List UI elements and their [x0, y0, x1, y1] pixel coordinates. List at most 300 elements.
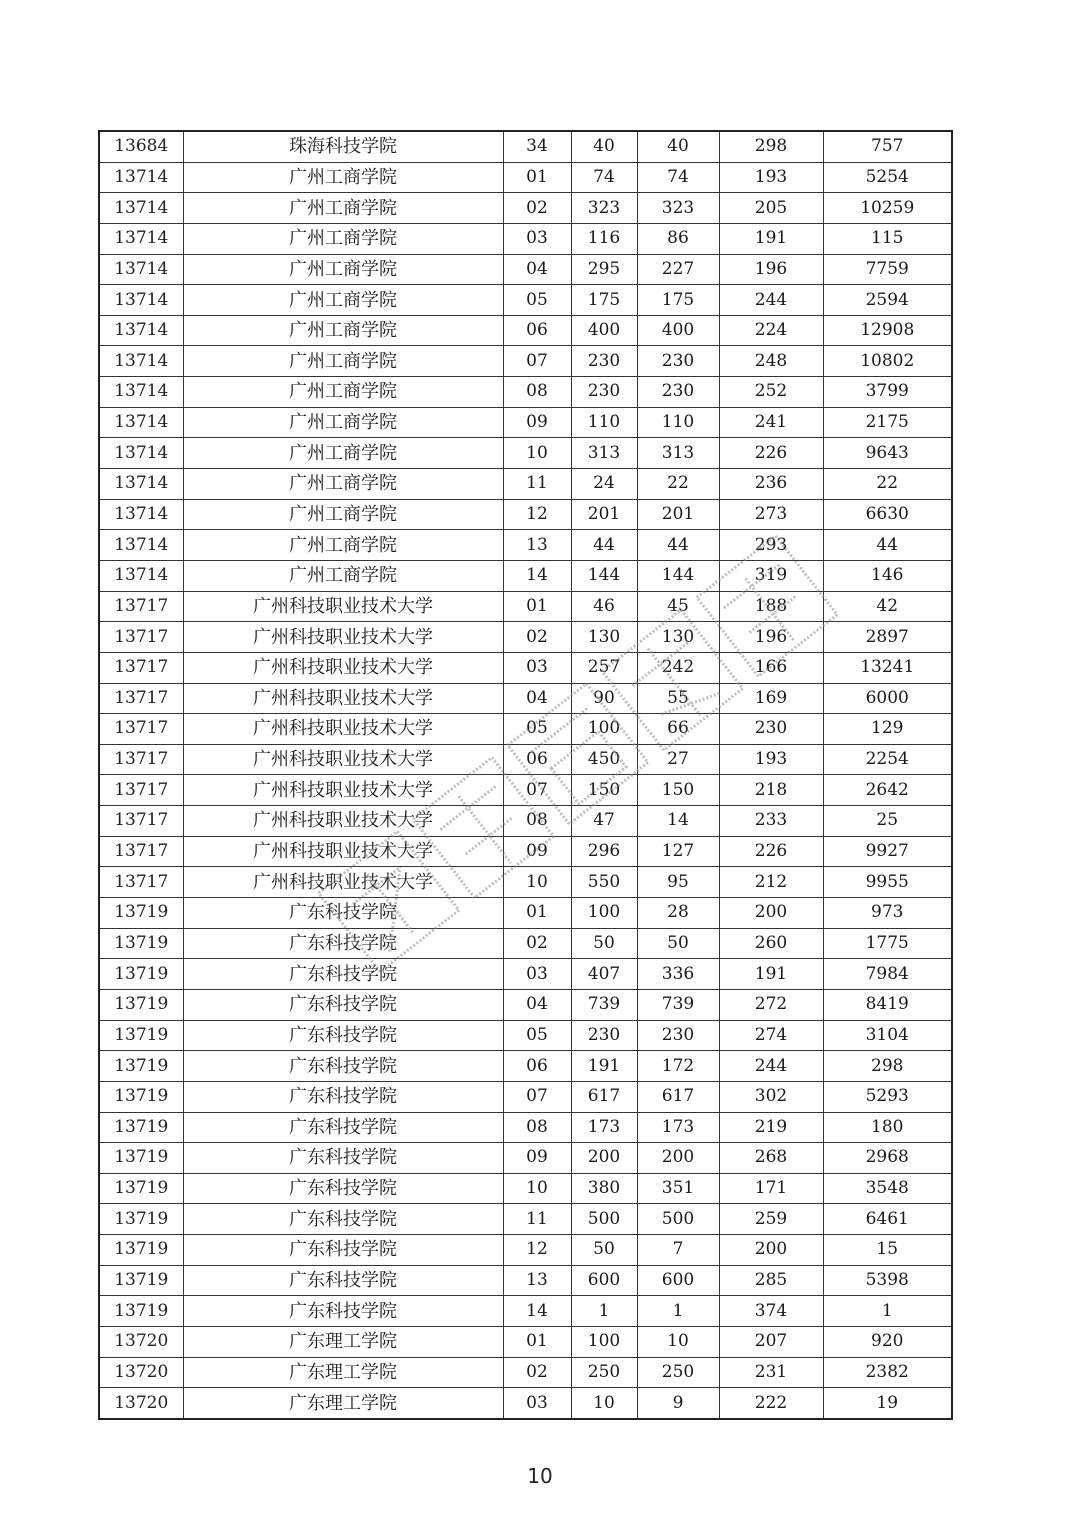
- plan-count-cell: 90: [571, 683, 637, 714]
- school-code-cell: 13719: [99, 898, 183, 929]
- school-name-cell: 广东理工学院: [183, 1357, 503, 1388]
- page-number: 10: [527, 1464, 553, 1488]
- plan-count-cell: 74: [571, 162, 637, 193]
- min-rank-cell: 9927: [823, 836, 952, 867]
- school-name-cell: 广州工商学院: [183, 407, 503, 438]
- school-code-cell: 13719: [99, 959, 183, 990]
- plan-count-cell: 116: [571, 223, 637, 254]
- min-rank-cell: 42: [823, 591, 952, 622]
- school-name-cell: 广州工商学院: [183, 254, 503, 285]
- school-name-cell: 广州科技职业技术大学: [183, 867, 503, 898]
- school-code-cell: 13720: [99, 1388, 183, 1419]
- min-score-cell: 191: [719, 959, 823, 990]
- plan-count-cell: 450: [571, 744, 637, 775]
- group-code-cell: 13: [503, 530, 571, 561]
- school-code-cell: 13717: [99, 867, 183, 898]
- min-rank-cell: 2897: [823, 622, 952, 653]
- school-name-cell: 广州工商学院: [183, 285, 503, 316]
- min-rank-cell: 10259: [823, 193, 952, 224]
- group-code-cell: 12: [503, 1235, 571, 1266]
- school-code-cell: 13684: [99, 131, 183, 162]
- school-code-cell: 13714: [99, 377, 183, 408]
- plan-count-cell: 313: [571, 438, 637, 469]
- school-name-cell: 广东科技学院: [183, 959, 503, 990]
- min-score-cell: 248: [719, 346, 823, 377]
- min-score-cell: 171: [719, 1173, 823, 1204]
- school-name-cell: 广州科技职业技术大学: [183, 591, 503, 622]
- school-code-cell: 13719: [99, 1112, 183, 1143]
- table-row: [99, 530, 952, 561]
- min-score-cell: 241: [719, 407, 823, 438]
- school-name-cell: 广州科技职业技术大学: [183, 714, 503, 745]
- table-row: [99, 959, 952, 990]
- school-name-cell: 广东科技学院: [183, 1112, 503, 1143]
- school-name-cell: 广州工商学院: [183, 469, 503, 500]
- group-code-cell: 07: [503, 775, 571, 806]
- group-code-cell: 34: [503, 131, 571, 162]
- school-name-cell: 广州科技职业技术大学: [183, 683, 503, 714]
- table-row: [99, 469, 952, 500]
- min-score-cell: 298: [719, 131, 823, 162]
- plan-count-cell: 47: [571, 806, 637, 837]
- admitted-count-cell: 600: [637, 1265, 719, 1296]
- table-row: [99, 1388, 952, 1419]
- min-rank-cell: 44: [823, 530, 952, 561]
- min-rank-cell: 6630: [823, 499, 952, 530]
- school-code-cell: 13717: [99, 591, 183, 622]
- admitted-count-cell: 500: [637, 1204, 719, 1235]
- table-row: [99, 1204, 952, 1235]
- school-code-cell: 13719: [99, 1051, 183, 1082]
- school-name-cell: 广东科技学院: [183, 1296, 503, 1327]
- plan-count-cell: 550: [571, 867, 637, 898]
- school-name-cell: 广州工商学院: [183, 193, 503, 224]
- min-score-cell: 226: [719, 438, 823, 469]
- school-code-cell: 13714: [99, 346, 183, 377]
- min-rank-cell: 920: [823, 1326, 952, 1357]
- min-rank-cell: 3104: [823, 1020, 952, 1051]
- school-name-cell: 广州科技职业技术大学: [183, 744, 503, 775]
- school-name-cell: 广州工商学院: [183, 315, 503, 346]
- group-code-cell: 11: [503, 469, 571, 500]
- school-code-cell: 13717: [99, 622, 183, 653]
- min-rank-cell: 9955: [823, 867, 952, 898]
- min-score-cell: 231: [719, 1357, 823, 1388]
- min-rank-cell: 25: [823, 806, 952, 837]
- min-rank-cell: 2382: [823, 1357, 952, 1388]
- table-row: [99, 622, 952, 653]
- min-score-cell: 319: [719, 560, 823, 591]
- min-score-cell: 302: [719, 1081, 823, 1112]
- school-code-cell: 13719: [99, 989, 183, 1020]
- admitted-count-cell: 150: [637, 775, 719, 806]
- admitted-count-cell: 66: [637, 714, 719, 745]
- plan-count-cell: 50: [571, 928, 637, 959]
- plan-count-cell: 130: [571, 622, 637, 653]
- admitted-count-cell: 28: [637, 898, 719, 929]
- table-row: [99, 438, 952, 469]
- min-score-cell: 274: [719, 1020, 823, 1051]
- plan-count-cell: 150: [571, 775, 637, 806]
- table-row: [99, 193, 952, 224]
- school-code-cell: 13719: [99, 1081, 183, 1112]
- group-code-cell: 02: [503, 928, 571, 959]
- min-score-cell: 205: [719, 193, 823, 224]
- school-name-cell: 广东科技学院: [183, 1020, 503, 1051]
- group-code-cell: 03: [503, 223, 571, 254]
- plan-count-cell: 24: [571, 469, 637, 500]
- group-code-cell: 04: [503, 683, 571, 714]
- group-code-cell: 02: [503, 193, 571, 224]
- plan-count-cell: 617: [571, 1081, 637, 1112]
- admitted-count-cell: 10: [637, 1326, 719, 1357]
- school-code-cell: 13719: [99, 1204, 183, 1235]
- group-code-cell: 01: [503, 591, 571, 622]
- plan-count-cell: 230: [571, 1020, 637, 1051]
- group-code-cell: 01: [503, 1326, 571, 1357]
- admitted-count-cell: 617: [637, 1081, 719, 1112]
- table-row: [99, 744, 952, 775]
- group-code-cell: 03: [503, 1388, 571, 1419]
- plan-count-cell: 201: [571, 499, 637, 530]
- plan-count-cell: 100: [571, 714, 637, 745]
- group-code-cell: 08: [503, 806, 571, 837]
- school-code-cell: 13717: [99, 806, 183, 837]
- school-code-cell: 13714: [99, 560, 183, 591]
- group-code-cell: 13: [503, 1265, 571, 1296]
- school-name-cell: 广东科技学院: [183, 989, 503, 1020]
- table-row: [99, 775, 952, 806]
- school-code-cell: 13714: [99, 254, 183, 285]
- plan-count-cell: 110: [571, 407, 637, 438]
- min-rank-cell: 7759: [823, 254, 952, 285]
- min-rank-cell: 2642: [823, 775, 952, 806]
- group-code-cell: 05: [503, 1020, 571, 1051]
- school-name-cell: 广州工商学院: [183, 499, 503, 530]
- min-rank-cell: 10802: [823, 346, 952, 377]
- min-rank-cell: 2594: [823, 285, 952, 316]
- group-code-cell: 06: [503, 315, 571, 346]
- table-row: [99, 499, 952, 530]
- admitted-count-cell: 313: [637, 438, 719, 469]
- min-rank-cell: 3548: [823, 1173, 952, 1204]
- school-code-cell: 13714: [99, 162, 183, 193]
- min-score-cell: 207: [719, 1326, 823, 1357]
- admitted-count-cell: 1: [637, 1296, 719, 1327]
- table-row: [99, 652, 952, 683]
- min-score-cell: 273: [719, 499, 823, 530]
- plan-count-cell: 739: [571, 989, 637, 1020]
- min-score-cell: 374: [719, 1296, 823, 1327]
- table-row: [99, 714, 952, 745]
- school-code-cell: 13719: [99, 1265, 183, 1296]
- group-code-cell: 10: [503, 867, 571, 898]
- school-code-cell: 13714: [99, 223, 183, 254]
- plan-count-cell: 50: [571, 1235, 637, 1266]
- group-code-cell: 10: [503, 1173, 571, 1204]
- group-code-cell: 02: [503, 1357, 571, 1388]
- group-code-cell: 07: [503, 346, 571, 377]
- school-code-cell: 13717: [99, 652, 183, 683]
- school-name-cell: 广东理工学院: [183, 1326, 503, 1357]
- admitted-count-cell: 40: [637, 131, 719, 162]
- min-score-cell: 293: [719, 530, 823, 561]
- plan-count-cell: 250: [571, 1357, 637, 1388]
- min-score-cell: 200: [719, 1235, 823, 1266]
- min-score-cell: 268: [719, 1143, 823, 1174]
- school-code-cell: 13717: [99, 775, 183, 806]
- plan-count-cell: 40: [571, 131, 637, 162]
- plan-count-cell: 600: [571, 1265, 637, 1296]
- school-code-cell: 13719: [99, 928, 183, 959]
- school-name-cell: 广州工商学院: [183, 377, 503, 408]
- table-row: [99, 898, 952, 929]
- min-rank-cell: 2175: [823, 407, 952, 438]
- table-row: [99, 836, 952, 867]
- group-code-cell: 11: [503, 1204, 571, 1235]
- table-row: [99, 989, 952, 1020]
- min-score-cell: 259: [719, 1204, 823, 1235]
- admitted-count-cell: 200: [637, 1143, 719, 1174]
- table-row: [99, 131, 952, 162]
- group-code-cell: 01: [503, 162, 571, 193]
- group-code-cell: 14: [503, 560, 571, 591]
- min-score-cell: 193: [719, 162, 823, 193]
- min-score-cell: 196: [719, 254, 823, 285]
- school-code-cell: 13717: [99, 683, 183, 714]
- min-rank-cell: 5254: [823, 162, 952, 193]
- school-name-cell: 广州工商学院: [183, 223, 503, 254]
- min-score-cell: 244: [719, 285, 823, 316]
- min-score-cell: 193: [719, 744, 823, 775]
- school-code-cell: 13719: [99, 1143, 183, 1174]
- min-score-cell: 218: [719, 775, 823, 806]
- table-row: [99, 1020, 952, 1051]
- school-code-cell: 13714: [99, 469, 183, 500]
- min-rank-cell: 2968: [823, 1143, 952, 1174]
- min-rank-cell: 298: [823, 1051, 952, 1082]
- table-row: [99, 377, 952, 408]
- group-code-cell: 12: [503, 499, 571, 530]
- plan-count-cell: 323: [571, 193, 637, 224]
- school-code-cell: 13720: [99, 1357, 183, 1388]
- group-code-cell: 07: [503, 1081, 571, 1112]
- plan-count-cell: 10: [571, 1388, 637, 1419]
- table-row: [99, 928, 952, 959]
- school-name-cell: 广东科技学院: [183, 1051, 503, 1082]
- min-rank-cell: 8419: [823, 989, 952, 1020]
- table-row: [99, 1265, 952, 1296]
- admitted-count-cell: 127: [637, 836, 719, 867]
- plan-count-cell: 400: [571, 315, 637, 346]
- min-rank-cell: 129: [823, 714, 952, 745]
- min-rank-cell: 180: [823, 1112, 952, 1143]
- min-score-cell: 196: [719, 622, 823, 653]
- school-code-cell: 13717: [99, 744, 183, 775]
- admitted-count-cell: 336: [637, 959, 719, 990]
- school-name-cell: 广州工商学院: [183, 346, 503, 377]
- admitted-count-cell: 7: [637, 1235, 719, 1266]
- plan-count-cell: 380: [571, 1173, 637, 1204]
- table-row: [99, 1326, 952, 1357]
- admitted-count-cell: 201: [637, 499, 719, 530]
- admitted-count-cell: 250: [637, 1357, 719, 1388]
- min-rank-cell: 757: [823, 131, 952, 162]
- min-rank-cell: 973: [823, 898, 952, 929]
- admitted-count-cell: 95: [637, 867, 719, 898]
- min-rank-cell: 2254: [823, 744, 952, 775]
- admitted-count-cell: 27: [637, 744, 719, 775]
- group-code-cell: 06: [503, 1051, 571, 1082]
- admitted-count-cell: 172: [637, 1051, 719, 1082]
- min-rank-cell: 6461: [823, 1204, 952, 1235]
- group-code-cell: 08: [503, 1112, 571, 1143]
- admitted-count-cell: 323: [637, 193, 719, 224]
- school-code-cell: 13719: [99, 1173, 183, 1204]
- plan-count-cell: 407: [571, 959, 637, 990]
- school-name-cell: 广东科技学院: [183, 1265, 503, 1296]
- admitted-count-cell: 74: [637, 162, 719, 193]
- school-name-cell: 广州科技职业技术大学: [183, 622, 503, 653]
- admitted-count-cell: 22: [637, 469, 719, 500]
- table-row: [99, 254, 952, 285]
- plan-count-cell: 175: [571, 285, 637, 316]
- min-rank-cell: 19: [823, 1388, 952, 1419]
- min-score-cell: 212: [719, 867, 823, 898]
- min-rank-cell: 5293: [823, 1081, 952, 1112]
- min-score-cell: 230: [719, 714, 823, 745]
- school-code-cell: 13720: [99, 1326, 183, 1357]
- admitted-count-cell: 44: [637, 530, 719, 561]
- school-code-cell: 13717: [99, 714, 183, 745]
- admitted-count-cell: 242: [637, 652, 719, 683]
- school-name-cell: 广东科技学院: [183, 1081, 503, 1112]
- group-code-cell: 06: [503, 744, 571, 775]
- admitted-count-cell: 400: [637, 315, 719, 346]
- group-code-cell: 03: [503, 652, 571, 683]
- group-code-cell: 05: [503, 714, 571, 745]
- table-row: [99, 683, 952, 714]
- school-name-cell: 广州工商学院: [183, 560, 503, 591]
- plan-count-cell: 257: [571, 652, 637, 683]
- admitted-count-cell: 173: [637, 1112, 719, 1143]
- plan-count-cell: 296: [571, 836, 637, 867]
- plan-count-cell: 191: [571, 1051, 637, 1082]
- admitted-count-cell: 130: [637, 622, 719, 653]
- min-score-cell: 222: [719, 1388, 823, 1419]
- table-body: [99, 131, 952, 1419]
- admissions-table: [98, 130, 953, 1420]
- table-row: [99, 223, 952, 254]
- school-code-cell: 13719: [99, 1020, 183, 1051]
- group-code-cell: 05: [503, 285, 571, 316]
- plan-count-cell: 44: [571, 530, 637, 561]
- min-rank-cell: 9643: [823, 438, 952, 469]
- admitted-count-cell: 227: [637, 254, 719, 285]
- plan-count-cell: 500: [571, 1204, 637, 1235]
- school-code-cell: 13714: [99, 193, 183, 224]
- table-row: [99, 1143, 952, 1174]
- admitted-count-cell: 230: [637, 346, 719, 377]
- admitted-count-cell: 110: [637, 407, 719, 438]
- plan-count-cell: 144: [571, 560, 637, 591]
- school-name-cell: 广州工商学院: [183, 438, 503, 469]
- group-code-cell: 04: [503, 989, 571, 1020]
- plan-count-cell: 46: [571, 591, 637, 622]
- min-score-cell: 252: [719, 377, 823, 408]
- plan-count-cell: 230: [571, 377, 637, 408]
- min-score-cell: 166: [719, 652, 823, 683]
- table-row: [99, 346, 952, 377]
- table-row: [99, 1051, 952, 1082]
- school-code-cell: 13714: [99, 407, 183, 438]
- min-score-cell: 236: [719, 469, 823, 500]
- school-code-cell: 13717: [99, 836, 183, 867]
- group-code-cell: 09: [503, 836, 571, 867]
- min-rank-cell: 115: [823, 223, 952, 254]
- admitted-count-cell: 230: [637, 1020, 719, 1051]
- group-code-cell: 09: [503, 407, 571, 438]
- min-rank-cell: 7984: [823, 959, 952, 990]
- school-code-cell: 13719: [99, 1296, 183, 1327]
- plan-count-cell: 230: [571, 346, 637, 377]
- table-row: [99, 162, 952, 193]
- table-row: [99, 285, 952, 316]
- admitted-count-cell: 230: [637, 377, 719, 408]
- school-name-cell: 广州工商学院: [183, 162, 503, 193]
- school-name-cell: 珠海科技学院: [183, 131, 503, 162]
- min-rank-cell: 3799: [823, 377, 952, 408]
- group-code-cell: 10: [503, 438, 571, 469]
- school-name-cell: 广东科技学院: [183, 1204, 503, 1235]
- admitted-count-cell: 144: [637, 560, 719, 591]
- table-row: [99, 1081, 952, 1112]
- admitted-count-cell: 175: [637, 285, 719, 316]
- school-name-cell: 广州科技职业技术大学: [183, 806, 503, 837]
- min-score-cell: 169: [719, 683, 823, 714]
- table-row: [99, 1112, 952, 1143]
- admitted-count-cell: 351: [637, 1173, 719, 1204]
- plan-count-cell: 100: [571, 1326, 637, 1357]
- min-score-cell: 219: [719, 1112, 823, 1143]
- table-row: [99, 806, 952, 837]
- min-score-cell: 191: [719, 223, 823, 254]
- min-score-cell: 272: [719, 989, 823, 1020]
- school-code-cell: 13714: [99, 530, 183, 561]
- table-row: [99, 1235, 952, 1266]
- min-score-cell: 226: [719, 836, 823, 867]
- school-name-cell: 广东科技学院: [183, 1235, 503, 1266]
- min-rank-cell: 6000: [823, 683, 952, 714]
- table-row: [99, 867, 952, 898]
- group-code-cell: 09: [503, 1143, 571, 1174]
- school-name-cell: 广东理工学院: [183, 1388, 503, 1419]
- school-name-cell: 广州工商学院: [183, 530, 503, 561]
- group-code-cell: 01: [503, 898, 571, 929]
- plan-count-cell: 295: [571, 254, 637, 285]
- min-rank-cell: 5398: [823, 1265, 952, 1296]
- group-code-cell: 08: [503, 377, 571, 408]
- min-rank-cell: 1775: [823, 928, 952, 959]
- plan-count-cell: 1: [571, 1296, 637, 1327]
- plan-count-cell: 173: [571, 1112, 637, 1143]
- min-rank-cell: 146: [823, 560, 952, 591]
- table-row: [99, 1357, 952, 1388]
- school-name-cell: 广东科技学院: [183, 898, 503, 929]
- admitted-count-cell: 55: [637, 683, 719, 714]
- admitted-count-cell: 739: [637, 989, 719, 1020]
- admitted-count-cell: 50: [637, 928, 719, 959]
